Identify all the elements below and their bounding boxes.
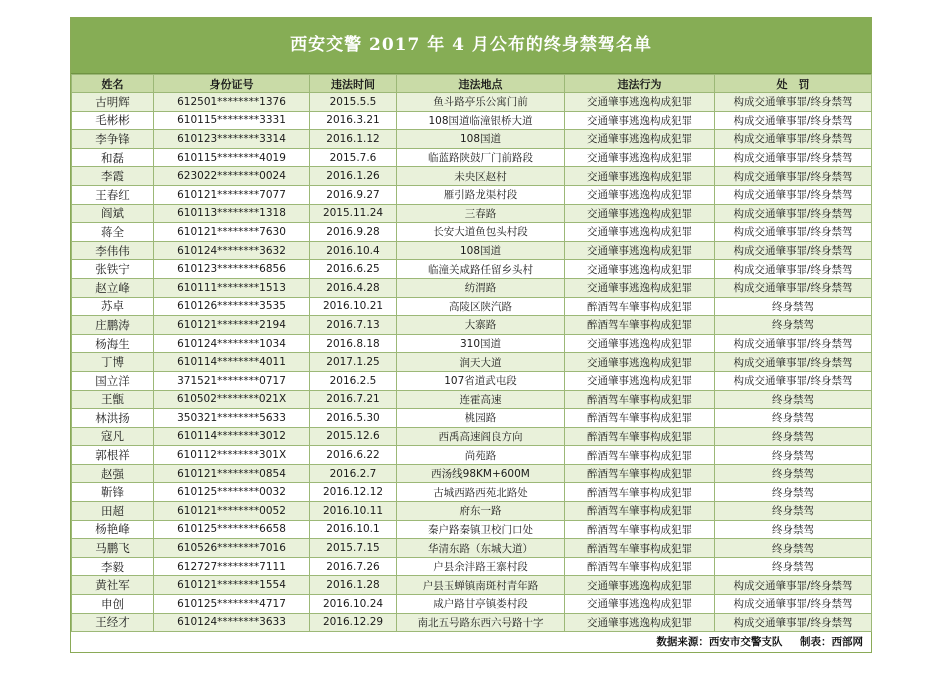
table-row — [72, 446, 872, 465]
table-row — [72, 93, 872, 112]
cell-date: 2015.11.24 — [310, 204, 397, 223]
header-penalty: 处 罚 — [715, 75, 872, 93]
cell-id-number: 610125********4717 — [154, 595, 310, 614]
table-row — [72, 613, 872, 632]
cell-id-number: 610502********021X — [154, 390, 310, 409]
cell-id-number: 610115********3331 — [154, 111, 310, 130]
cell-name: 蒋全 — [72, 223, 154, 242]
cell-name: 张铁宁 — [72, 260, 154, 279]
cell-penalty: 终身禁驾 — [715, 557, 872, 576]
table-row — [72, 390, 872, 409]
cell-offense: 醉酒驾车肇事构成犯罪 — [565, 557, 715, 576]
cell-date: 2016.2.7 — [310, 464, 397, 483]
cell-date: 2016.3.21 — [310, 111, 397, 130]
cell-penalty: 构成交通肇事罪/终身禁驾 — [715, 278, 872, 297]
table-row — [72, 278, 872, 297]
table-row — [72, 595, 872, 614]
cell-id-number: 610121********1554 — [154, 576, 310, 595]
cell-location: 尚苑路 — [397, 446, 565, 465]
cell-id-number: 610111********1513 — [154, 278, 310, 297]
ban-list-sheet — [70, 17, 872, 653]
cell-date: 2016.2.5 — [310, 371, 397, 390]
cell-offense: 交通肇事逃逸构成犯罪 — [565, 595, 715, 614]
cell-location: 108国道 — [397, 130, 565, 149]
cell-offense: 交通肇事逃逸构成犯罪 — [565, 93, 715, 112]
cell-offense: 醉酒驾车肇事构成犯罪 — [565, 409, 715, 428]
cell-penalty: 终身禁驾 — [715, 409, 872, 428]
cell-id-number: 610126********3535 — [154, 297, 310, 316]
cell-name: 苏卓 — [72, 297, 154, 316]
cell-name: 庄鹏涛 — [72, 316, 154, 335]
cell-offense: 醉酒驾车肇事构成犯罪 — [565, 539, 715, 558]
cell-date: 2016.9.28 — [310, 223, 397, 242]
cell-id-number: 610125********0032 — [154, 483, 310, 502]
ban-list-table — [71, 74, 872, 632]
table-row — [72, 185, 872, 204]
cell-date: 2015.12.6 — [310, 427, 397, 446]
cell-penalty: 构成交通肇事罪/终身禁驾 — [715, 167, 872, 186]
table-maker: 制表：西部网 — [800, 636, 863, 649]
cell-offense: 交通肇事逃逸构成犯罪 — [565, 241, 715, 260]
cell-date: 2016.10.21 — [310, 297, 397, 316]
cell-location: 未央区赵村 — [397, 167, 565, 186]
table-row — [72, 483, 872, 502]
cell-penalty: 终身禁驾 — [715, 297, 872, 316]
cell-name: 申创 — [72, 595, 154, 614]
cell-id-number: 371521********0717 — [154, 371, 310, 390]
table-row — [72, 167, 872, 186]
cell-location: 鱼斗路亭乐公寓门前 — [397, 93, 565, 112]
cell-name: 黄社军 — [72, 576, 154, 595]
cell-offense: 交通肇事逃逸构成犯罪 — [565, 223, 715, 242]
cell-name: 国立洋 — [72, 371, 154, 390]
cell-id-number: 612501********1376 — [154, 93, 310, 112]
table-row — [72, 371, 872, 390]
table-row — [72, 464, 872, 483]
cell-location: 桃园路 — [397, 409, 565, 428]
cell-date: 2016.10.11 — [310, 502, 397, 521]
cell-name: 杨海生 — [72, 334, 154, 353]
cell-id-number: 610121********7077 — [154, 185, 310, 204]
table-row — [72, 502, 872, 521]
cell-id-number: 610114********4011 — [154, 353, 310, 372]
cell-date: 2016.9.27 — [310, 185, 397, 204]
cell-date: 2016.1.26 — [310, 167, 397, 186]
cell-id-number: 610115********4019 — [154, 148, 310, 167]
cell-name: 古明辉 — [72, 93, 154, 112]
cell-offense: 醉酒驾车肇事构成犯罪 — [565, 520, 715, 539]
cell-penalty: 构成交通肇事罪/终身禁驾 — [715, 185, 872, 204]
cell-penalty: 构成交通肇事罪/终身禁驾 — [715, 93, 872, 112]
table-row — [72, 111, 872, 130]
cell-id-number: 610121********0052 — [154, 502, 310, 521]
cell-penalty: 构成交通肇事罪/终身禁驾 — [715, 204, 872, 223]
cell-name: 李毅 — [72, 557, 154, 576]
cell-offense: 醉酒驾车肇事构成犯罪 — [565, 483, 715, 502]
cell-date: 2017.1.25 — [310, 353, 397, 372]
header-name: 姓名 — [72, 75, 154, 93]
cell-location: 华清东路（东城大道） — [397, 539, 565, 558]
cell-location: 西禹高速阎良方向 — [397, 427, 565, 446]
cell-penalty: 构成交通肇事罪/终身禁驾 — [715, 148, 872, 167]
cell-offense: 交通肇事逃逸构成犯罪 — [565, 111, 715, 130]
cell-date: 2016.4.28 — [310, 278, 397, 297]
cell-date: 2016.7.21 — [310, 390, 397, 409]
cell-date: 2015.7.15 — [310, 539, 397, 558]
cell-location: 户县玉蝉镇南斑村青年路 — [397, 576, 565, 595]
table-body — [72, 93, 872, 632]
table-row — [72, 241, 872, 260]
cell-offense: 交通肇事逃逸构成犯罪 — [565, 576, 715, 595]
cell-id-number: 610125********6658 — [154, 520, 310, 539]
cell-date: 2016.7.13 — [310, 316, 397, 335]
cell-penalty: 终身禁驾 — [715, 446, 872, 465]
cell-location: 咸户路甘亭镇娄村段 — [397, 595, 565, 614]
header-offense: 违法行为 — [565, 75, 715, 93]
cell-name: 丁博 — [72, 353, 154, 372]
cell-name: 李争锋 — [72, 130, 154, 149]
page-title: 西安交警 2017 年 4 月公布的终身禁驾名单 — [71, 18, 871, 74]
cell-offense: 交通肇事逃逸构成犯罪 — [565, 613, 715, 632]
cell-id-number: 610121********0854 — [154, 464, 310, 483]
cell-penalty: 构成交通肇事罪/终身禁驾 — [715, 371, 872, 390]
cell-penalty: 构成交通肇事罪/终身禁驾 — [715, 241, 872, 260]
cell-date: 2016.5.30 — [310, 409, 397, 428]
cell-id-number: 610121********7630 — [154, 223, 310, 242]
cell-location: 南北五号路东西六号路十字 — [397, 613, 565, 632]
table-row — [72, 409, 872, 428]
header-id-number: 身份证号 — [154, 75, 310, 93]
cell-name: 赵立峰 — [72, 278, 154, 297]
cell-id-number: 623022********0024 — [154, 167, 310, 186]
cell-name: 和磊 — [72, 148, 154, 167]
cell-offense: 醉酒驾车肇事构成犯罪 — [565, 390, 715, 409]
cell-name: 阎斌 — [72, 204, 154, 223]
cell-location: 临潼关咸路任留乡头村 — [397, 260, 565, 279]
table-row — [72, 557, 872, 576]
cell-location: 大寨路 — [397, 316, 565, 335]
cell-penalty: 构成交通肇事罪/终身禁驾 — [715, 613, 872, 632]
cell-name: 林洪扬 — [72, 409, 154, 428]
cell-offense: 醉酒驾车肇事构成犯罪 — [565, 464, 715, 483]
cell-date: 2015.5.5 — [310, 93, 397, 112]
cell-location: 长安大道鱼包头村段 — [397, 223, 565, 242]
cell-location: 西汤线98KM+600M — [397, 464, 565, 483]
table-row — [72, 223, 872, 242]
cell-location: 108国道临潼银桥大道 — [397, 111, 565, 130]
cell-location: 纺渭路 — [397, 278, 565, 297]
cell-date: 2016.1.28 — [310, 576, 397, 595]
cell-date: 2016.1.12 — [310, 130, 397, 149]
cell-offense: 交通肇事逃逸构成犯罪 — [565, 185, 715, 204]
cell-location: 三春路 — [397, 204, 565, 223]
table-row — [72, 148, 872, 167]
cell-location: 107省道武屯段 — [397, 371, 565, 390]
cell-penalty: 构成交通肇事罪/终身禁驾 — [715, 595, 872, 614]
cell-location: 雁引路龙渠村段 — [397, 185, 565, 204]
cell-location: 秦户路秦镇卫校门口处 — [397, 520, 565, 539]
cell-penalty: 终身禁驾 — [715, 539, 872, 558]
cell-date: 2016.6.22 — [310, 446, 397, 465]
table-row — [72, 204, 872, 223]
cell-id-number: 610112********301X — [154, 446, 310, 465]
cell-id-number: 610123********6856 — [154, 260, 310, 279]
table-row — [72, 427, 872, 446]
cell-offense: 醉酒驾车肇事构成犯罪 — [565, 502, 715, 521]
cell-date: 2016.12.12 — [310, 483, 397, 502]
cell-id-number: 610526********7016 — [154, 539, 310, 558]
cell-penalty: 构成交通肇事罪/终身禁驾 — [715, 334, 872, 353]
cell-offense: 交通肇事逃逸构成犯罪 — [565, 148, 715, 167]
cell-id-number: 350321********5633 — [154, 409, 310, 428]
cell-penalty: 构成交通肇事罪/终身禁驾 — [715, 223, 872, 242]
cell-date: 2015.7.6 — [310, 148, 397, 167]
cell-name: 赵强 — [72, 464, 154, 483]
cell-name: 李伟伟 — [72, 241, 154, 260]
cell-location: 310国道 — [397, 334, 565, 353]
cell-offense: 醉酒驾车肇事构成犯罪 — [565, 316, 715, 335]
cell-name: 郭根祥 — [72, 446, 154, 465]
cell-penalty: 构成交通肇事罪/终身禁驾 — [715, 576, 872, 595]
cell-offense: 醉酒驾车肇事构成犯罪 — [565, 297, 715, 316]
cell-penalty: 终身禁驾 — [715, 502, 872, 521]
cell-penalty: 构成交通肇事罪/终身禁驾 — [715, 260, 872, 279]
cell-name: 寇凡 — [72, 427, 154, 446]
table-row — [72, 297, 872, 316]
cell-id-number: 610121********2194 — [154, 316, 310, 335]
cell-name: 王甑 — [72, 390, 154, 409]
cell-location: 108国道 — [397, 241, 565, 260]
cell-offense: 交通肇事逃逸构成犯罪 — [565, 334, 715, 353]
cell-penalty: 终身禁驾 — [715, 390, 872, 409]
cell-date: 2016.10.4 — [310, 241, 397, 260]
cell-location: 高陵区陕汽路 — [397, 297, 565, 316]
cell-id-number: 612727********7111 — [154, 557, 310, 576]
cell-location: 临蓝路陕鼓厂门前路段 — [397, 148, 565, 167]
table-row — [72, 353, 872, 372]
cell-offense: 醉酒驾车肇事构成犯罪 — [565, 427, 715, 446]
cell-penalty: 终身禁驾 — [715, 520, 872, 539]
cell-date: 2016.12.29 — [310, 613, 397, 632]
cell-offense: 交通肇事逃逸构成犯罪 — [565, 260, 715, 279]
cell-name: 马鹏飞 — [72, 539, 154, 558]
cell-offense: 交通肇事逃逸构成犯罪 — [565, 130, 715, 149]
cell-penalty: 构成交通肇事罪/终身禁驾 — [715, 111, 872, 130]
cell-date: 2016.6.25 — [310, 260, 397, 279]
table-row — [72, 576, 872, 595]
header-location: 违法地点 — [397, 75, 565, 93]
cell-date: 2016.10.24 — [310, 595, 397, 614]
cell-penalty: 终身禁驾 — [715, 483, 872, 502]
table-row — [72, 130, 872, 149]
cell-offense: 交通肇事逃逸构成犯罪 — [565, 167, 715, 186]
data-source: 数据来源：西安市交警支队 — [656, 636, 783, 649]
cell-location: 户县余沣路王寨村段 — [397, 557, 565, 576]
table-row — [72, 520, 872, 539]
cell-date: 2016.8.18 — [310, 334, 397, 353]
cell-id-number: 610123********3314 — [154, 130, 310, 149]
table-row — [72, 316, 872, 335]
cell-name: 田超 — [72, 502, 154, 521]
cell-date: 2016.10.1 — [310, 520, 397, 539]
cell-id-number: 610124********1034 — [154, 334, 310, 353]
cell-offense: 交通肇事逃逸构成犯罪 — [565, 278, 715, 297]
cell-date: 2016.7.26 — [310, 557, 397, 576]
header-date: 违法时间 — [310, 75, 397, 93]
cell-id-number: 610124********3633 — [154, 613, 310, 632]
cell-name: 李霞 — [72, 167, 154, 186]
table-row — [72, 334, 872, 353]
cell-name: 杨艳峰 — [72, 520, 154, 539]
cell-id-number: 610114********3012 — [154, 427, 310, 446]
cell-offense: 交通肇事逃逸构成犯罪 — [565, 353, 715, 372]
cell-id-number: 610113********1318 — [154, 204, 310, 223]
cell-penalty: 终身禁驾 — [715, 464, 872, 483]
cell-id-number: 610124********3632 — [154, 241, 310, 260]
cell-name: 毛彬彬 — [72, 111, 154, 130]
cell-location: 连霍高速 — [397, 390, 565, 409]
cell-penalty: 构成交通肇事罪/终身禁驾 — [715, 130, 872, 149]
table-footer — [71, 632, 871, 652]
cell-location: 润天大道 — [397, 353, 565, 372]
table-header-row — [72, 75, 872, 93]
cell-name: 王经才 — [72, 613, 154, 632]
cell-name: 靳锋 — [72, 483, 154, 502]
cell-penalty: 终身禁驾 — [715, 427, 872, 446]
table-row — [72, 260, 872, 279]
cell-penalty: 终身禁驾 — [715, 316, 872, 335]
cell-name: 王春红 — [72, 185, 154, 204]
cell-penalty: 构成交通肇事罪/终身禁驾 — [715, 353, 872, 372]
cell-offense: 交通肇事逃逸构成犯罪 — [565, 371, 715, 390]
cell-location: 古城西路西苑北路处 — [397, 483, 565, 502]
cell-offense: 醉酒驾车肇事构成犯罪 — [565, 446, 715, 465]
cell-location: 府东一路 — [397, 502, 565, 521]
cell-offense: 交通肇事逃逸构成犯罪 — [565, 204, 715, 223]
table-row — [72, 539, 872, 558]
